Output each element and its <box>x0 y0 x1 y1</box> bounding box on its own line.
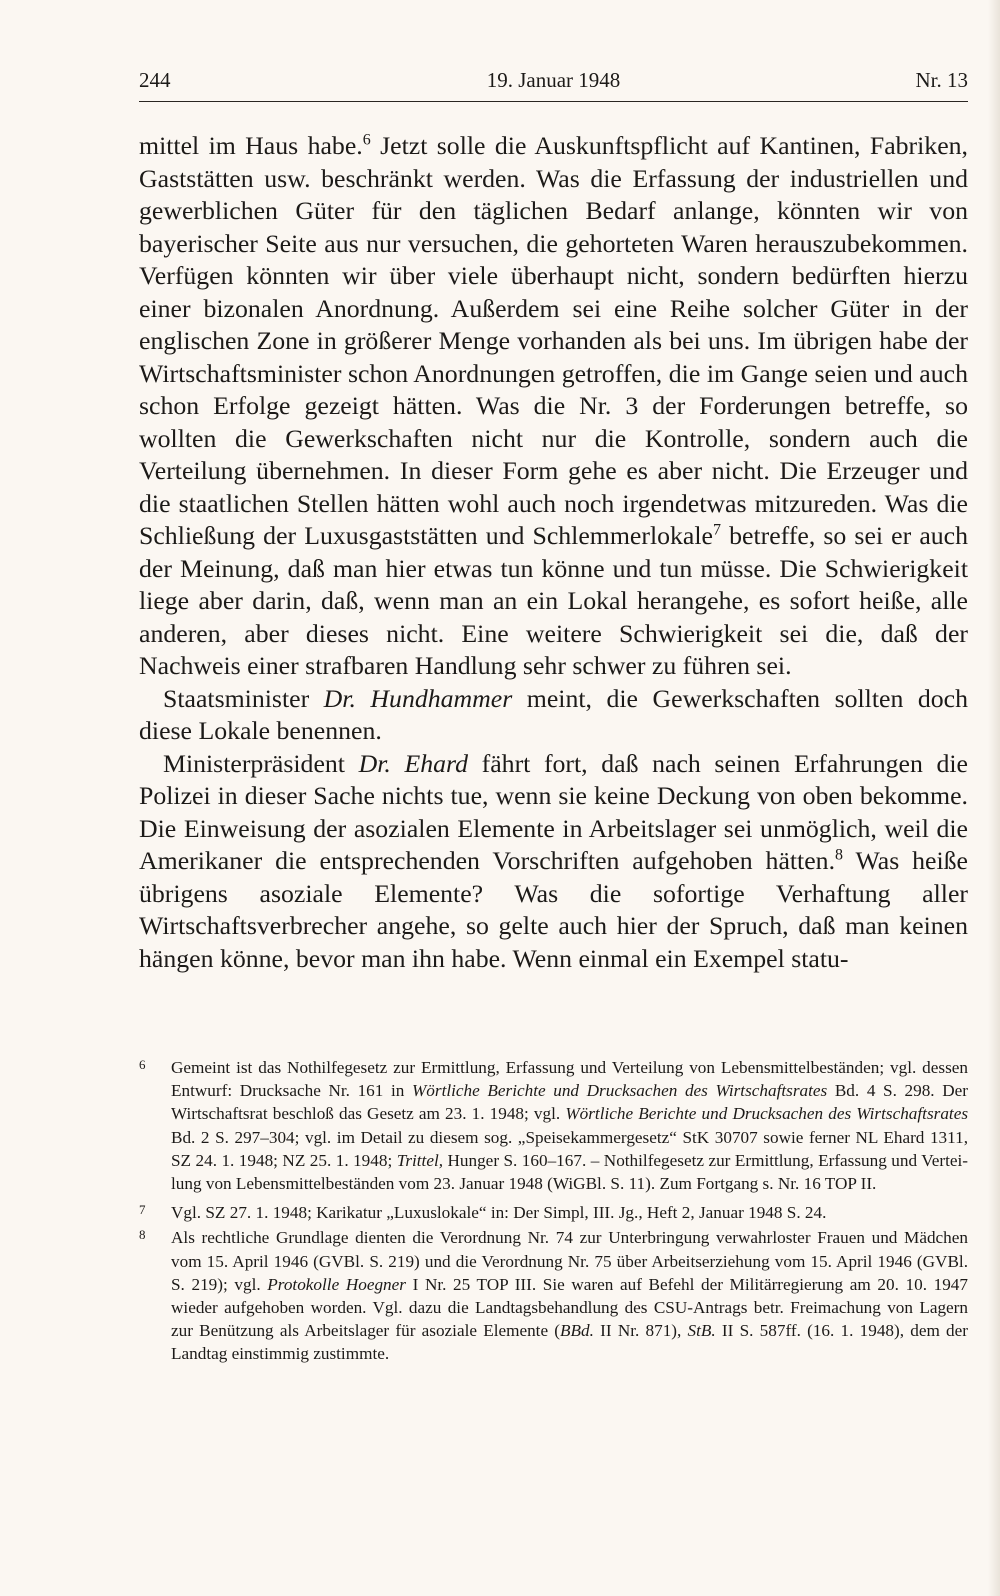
paragraph-2 <box>139 683 968 748</box>
running-header <box>139 68 968 98</box>
source-title: Wörtliche Berichte und Drucksachen des Wirtschaftsrates <box>411 1081 828 1101</box>
footnote-6 <box>139 1056 968 1195</box>
page-number: 244 <box>139 68 171 92</box>
header-date: 19. Januar 1948 <box>486 68 621 92</box>
text-run: Bd. 4 S. 298. Der Wirtschaftsrat beschloß das Gesetz am 23. 1. 1948; vgl. <box>171 1081 968 1124</box>
footnote-8 <box>139 1226 968 1365</box>
footnotes <box>139 1056 968 1366</box>
text-run: fährt fort, daß nach seinen Erfahrungen die Polizei in dieser Sache nichts tue, wenn sie keine Deckung von oben bekomme. Die Einweisung der asozialen Elemente in Arbeitslager sei unmöglich, weil die Amerikaner die entsprechenden Vorschriften aufgehoben hätten. <box>139 748 968 875</box>
text-run: meint, die Gewerkschaften sollten doch diese Lokale benennen. <box>139 683 969 745</box>
text-run: mittel im Haus habe. <box>139 131 363 160</box>
text-run: Was heiße übrigens asoziale Elemente? Was die sofortige Verhaftung aller Wirtschaftsverbrecher angehe, so gelte auch hier der Spruch, daß man keinen hängen könne, bevor man ihn habe. Wenn einmal ein Exempel statu- <box>139 846 968 973</box>
text-run: Vgl. SZ 27. 1. 1948; Karikatur „Luxuslokale“ in: Der Simpl, III. Jg., Heft 2, Januar 1948 S. 24. <box>171 1203 827 1223</box>
issue-number: Nr. 13 <box>915 68 968 92</box>
text-run: Gemeint ist das Nothilfegesetz zur Ermittlung, Erfassung und Verteilung von Lebensmittelbeständen; vgl. dessen Entwurf: Drucksache Nr. 161 in <box>171 1058 968 1101</box>
text-run: Jetzt solle die Auskunftspflicht auf Kantinen, Fabriken, Gaststätten usw. beschränkt werden. Was die Erfassung der industriellen und gewerblichen Güter für den täglichen Bedarf anlange, könnten wir von bayerischer Seite aus nur versuchen, die gehorteten Waren herauszubekommen. Verfügen könnten wir über viele überhaupt nicht, sondern bedürften hierzu einer bizonalen Anordnung. Außerdem sei eine Reihe solcher Güter in der englischen Zone in größerer Menge vorhanden als bei uns. Im übrigen habe der Wirtschaftsminister schon Anordnungen getroffen, die im Gange seien und auch schon Erfolge gezeigt hätten. Was die Nr. 3 der Forderungen betreffe, so wollten die Gewerkschaften nicht nur die Kontrolle, sondern auch die Verteilung übernehmen. In dieser Form gehe es aber nicht. Die Erzeuger und die staatlichen Stellen hätten wohl auch noch irgendetwas mitzureden. Was die Schließung der Luxusgaststätten und Schlemmerlokale <box>139 131 968 550</box>
paragraph-3 <box>139 748 968 976</box>
text-run: Ministerpräsident <box>163 748 359 778</box>
source-abbrev: BBd. <box>560 1321 594 1341</box>
text-run: betreffe, so sei er auch der Meinung, daß man hier etwas tun könne und tun müsse. Die Schwierigkeit liege aber darin, daß, wenn man an ein Lokal herangehe, es sofort heiße, alle anderen, aber dieses nicht. Eine weitere Schwierigkeit sei die, daß der Nachweis einer strafbaren Handlung sehr schwer zu führen sei. <box>139 521 969 680</box>
text-run: Bd. 2 S. 297–304; vgl. im Detail zu diesem sog. „Speisekammergesetz“ StK 30707 sowie ferner NL Ehard 1311, SZ 24. 1. 1948; NZ 25. 1. 1948; <box>171 1127 968 1170</box>
text-run: I Nr. 25 TOP III. Sie waren auf Befehl der Militärregierung am 20. 10. 1947 wieder aufgehoben worden. Vgl. dazu die Landtagsbehandlung des CSU-Antrags betr. Freimachung von Lagern zur Benützung als Arbeitslager für asoziale Elemente ( <box>171 1274 968 1341</box>
text-run: Als rechtliche Grundlage dienten die Verordnung Nr. 74 zur Unterbringung verwahrloster Frauen und Mädchen vom 15. April 1946 (GVBl. S. 219) und die Verordnung Nr. 75 über Arbeitserziehung vom 15. April 1946 (GVBl. S. 219); vgl. <box>171 1228 968 1294</box>
source-title: Protokolle Hoegner <box>267 1274 406 1294</box>
speaker-name: Dr. Hundhammer <box>323 683 513 713</box>
text-run: Staatsminister <box>163 683 324 713</box>
source-abbrev: StB. <box>687 1321 716 1341</box>
speaker-name: Dr. Ehard <box>358 748 469 778</box>
footnote-mark: 7 <box>139 1202 146 1218</box>
text-run: II S. 587ff. (16. 1. 1948), dem der Landtag einstimmig zustimmte. <box>171 1321 969 1364</box>
footnote-7 <box>139 1201 968 1224</box>
footnote-ref-8[interactable]: 8 <box>835 846 844 864</box>
paragraph-1 <box>139 130 968 683</box>
author-name: Trittel, <box>396 1150 444 1170</box>
footnote-ref-7[interactable]: 7 <box>713 521 722 539</box>
text-run: Hunger S. 160–167. – Nothilfegesetz zur Ermittlung, Erfassung und Verteilung von Lebensmittelbeständen vom 23. Januar 1948 (WiGBl. S. 11). Zum Fortgang s. Nr. 16 TOP II. <box>171 1150 968 1194</box>
main-text <box>139 130 968 975</box>
page-edge <box>988 0 1000 1596</box>
footnote-mark: 6 <box>139 1057 146 1072</box>
text-run: II Nr. 871), <box>593 1321 688 1341</box>
footnote-ref-6[interactable]: 6 <box>362 131 371 149</box>
footnote-mark: 8 <box>139 1227 146 1243</box>
header-rule <box>139 101 968 102</box>
source-title: Wörtliche Berichte und Drucksachen des Wirtschaftsrates <box>565 1104 969 1124</box>
